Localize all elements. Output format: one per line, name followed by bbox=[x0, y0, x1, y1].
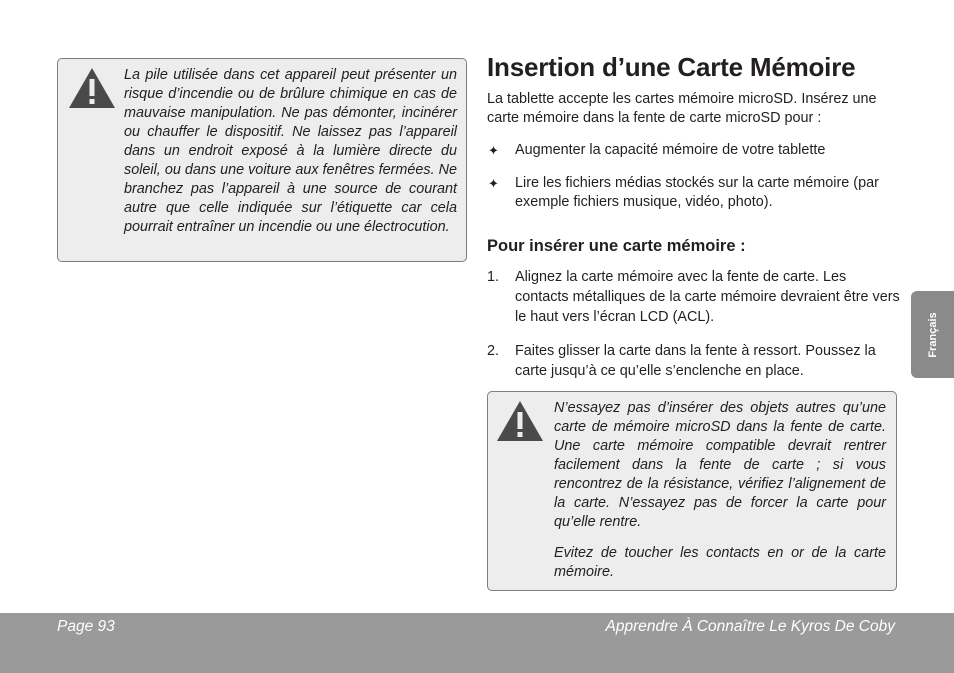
step-number: 2. bbox=[487, 343, 500, 359]
step-number: 1. bbox=[487, 269, 500, 285]
warning-text: La pile utilisée dans cet appareil peut présenter un risque d’incendie ou de brûlure chimique en cas de mauvaise manipulation. Ne pas démonter, incinérer ou chauffer le dispositif. Ne laissez pas l’appareil dans un endroit exposé à la lumière directe du soleil, ou dans une voiture aux fenêtres fermées. Ne branchez pas l’appareil à une source de courant autre que celle indiquée sur l’étiquette car cela pourrait entraîner un incendie ou une électrocution. bbox=[124, 67, 457, 235]
warning-box bbox=[57, 58, 467, 262]
feature-list bbox=[487, 141, 902, 212]
steps-list bbox=[487, 267, 902, 381]
step-text: Alignez la carte mémoire avec la fente de carte. Les contacts métalliques de la carte mémoire devraient être vers le haut vers l’écran LCD (ACL). bbox=[515, 269, 900, 325]
language-tab-label: Français bbox=[926, 311, 939, 358]
warning-triangle-icon bbox=[68, 67, 116, 109]
page-footer bbox=[0, 613, 954, 673]
list-item bbox=[487, 141, 902, 160]
intro-paragraph: La tablette accepte les cartes mémoire microSD. Insérez une carte mémoire dans la fente de carte microSD pour : bbox=[487, 91, 877, 126]
list-item-text: Lire les fichiers médias stockés sur la carte mémoire (par exemple fichiers musique, vidéo, photo). bbox=[515, 175, 879, 210]
warning-box bbox=[487, 391, 897, 591]
page-title: Insertion d’une Carte Mémoire bbox=[487, 52, 856, 82]
warning-text: N’essayez pas d’insérer des objets autres qu’une carte de mémoire microSD dans la fente de carte. Une carte mémoire compatible devrait rentrer facilement dans la fente de carte ; si vous rencontrez de la résistance, vérifiez l’alignement de la carte. N’essayez pas de forcer la carte pour qu’elle rentre. bbox=[554, 400, 886, 530]
section-subheading: Pour insérer une carte mémoire : bbox=[487, 237, 746, 255]
step-item bbox=[487, 267, 902, 327]
warning-triangle-icon bbox=[496, 400, 544, 442]
step-item bbox=[487, 341, 902, 381]
warning-text: Evitez de toucher les contacts en or de la carte mémoire. bbox=[554, 545, 886, 580]
list-item bbox=[487, 174, 902, 212]
footer-title: Apprendre À Connaître Le Kyros De Coby bbox=[605, 618, 895, 635]
four-point-star-icon: ✦ bbox=[488, 143, 499, 158]
language-tab bbox=[911, 291, 954, 378]
page-number: Page 93 bbox=[57, 618, 115, 635]
step-text: Faites glisser la carte dans la fente à ressort. Poussez la carte jusqu’à ce qu’elle s’enclenche en place. bbox=[515, 343, 876, 379]
list-item-text: Augmenter la capacité mémoire de votre tablette bbox=[515, 142, 826, 158]
four-point-star-icon: ✦ bbox=[488, 176, 499, 191]
